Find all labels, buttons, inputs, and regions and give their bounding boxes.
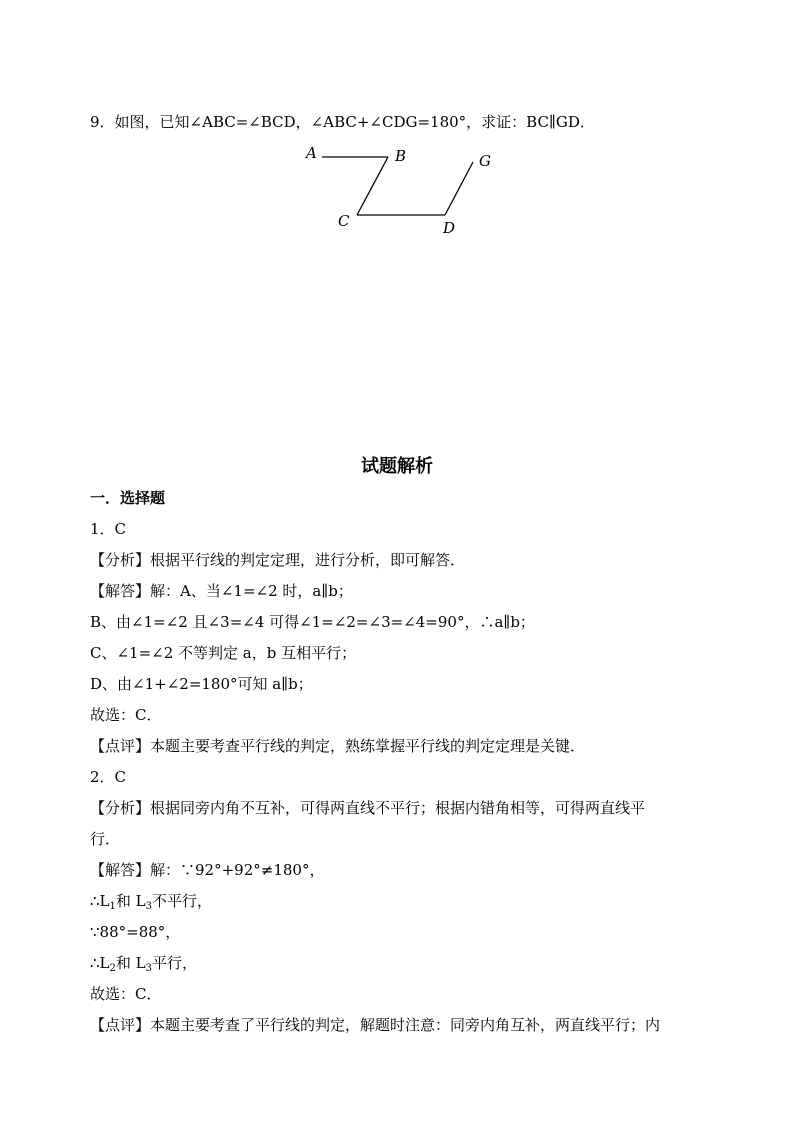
analysis-tag: 【分析】 [90,799,151,817]
q2-line-88: ∵88°=88°， [90,923,181,941]
q2-choose: 故选：C． [90,985,162,1003]
q2-solution [90,860,324,880]
not-parallel-text: 不平行， [152,892,213,910]
q1-line-d: D、由∠1+∠2=180°可知 a∥b； [90,675,313,693]
subscript: 1 [109,901,116,912]
label-c: C [338,212,350,230]
and-l: 和 L [115,892,146,910]
label-d: D [443,219,456,237]
analysis-text: 根据同旁内角不互补，可得两直线不平行；根据内错角相等，可得两直线平 [150,799,646,817]
q1-choose: 故选：C． [90,706,162,724]
q2-analysis-cont: 行． [90,830,121,848]
parallel-text: 平行， [152,954,198,972]
q2-answer: 2．C [90,768,127,786]
q1-line-b: B、由∠1=∠2 且∠3=∠4 可得∠1=∠2=∠3=∠4=90°，∴a∥b； [90,613,535,631]
solution-tag: 【解答】 [90,582,151,600]
subscript: 3 [145,963,152,974]
q2-l1-l3-line [90,891,212,911]
q1-analysis [90,550,465,570]
comment-tag: 【点评】 [90,737,151,755]
comment-text: 本题主要考查了平行线的判定，解题时注意：同旁内角互补，两直线平行；内 [150,1016,661,1034]
label-g: G [479,152,491,170]
analysis-tag: 【分析】 [90,551,151,569]
q2-comment [90,1015,660,1035]
therefore-l: ∴L [90,892,110,910]
label-a: A [306,144,317,162]
q1-solution [90,581,353,601]
therefore-l: ∴L [90,954,110,972]
segment-dg [445,162,473,215]
comment-tag: 【点评】 [90,1016,151,1034]
subscript: 3 [145,901,152,912]
section-title: 试题解析 [361,456,433,477]
comment-text: 本题主要考查平行线的判定，熟练掌握平行线的判定定理是关键． [150,737,586,755]
q1-line-c: C、∠1=∠2 不等判定 a，b 互相平行； [90,644,357,662]
subscript: 2 [109,963,116,974]
q1-answer: 1．C [90,520,127,538]
solution-text: 解：∵92°+92°≠180°， [150,861,325,879]
segment-bc [357,157,388,215]
and-l: 和 L [115,954,146,972]
part-heading: 一．选择题 [90,489,166,507]
geometry-figure [300,140,510,240]
solution-text: 解：A、当∠1=∠2 时，a∥b； [150,582,353,600]
analysis-text: 根据平行线的判定定理，进行分析，即可解答． [150,551,466,569]
q2-analysis [90,798,645,818]
q1-comment [90,736,585,756]
solution-tag: 【解答】 [90,861,151,879]
question-9-text: 9．如图，已知∠ABC=∠BCD，∠ABC+∠CDG=180°，求证：BC∥GD． [90,113,595,131]
q2-l2-l3-line [90,953,197,973]
label-b: B [395,147,407,165]
